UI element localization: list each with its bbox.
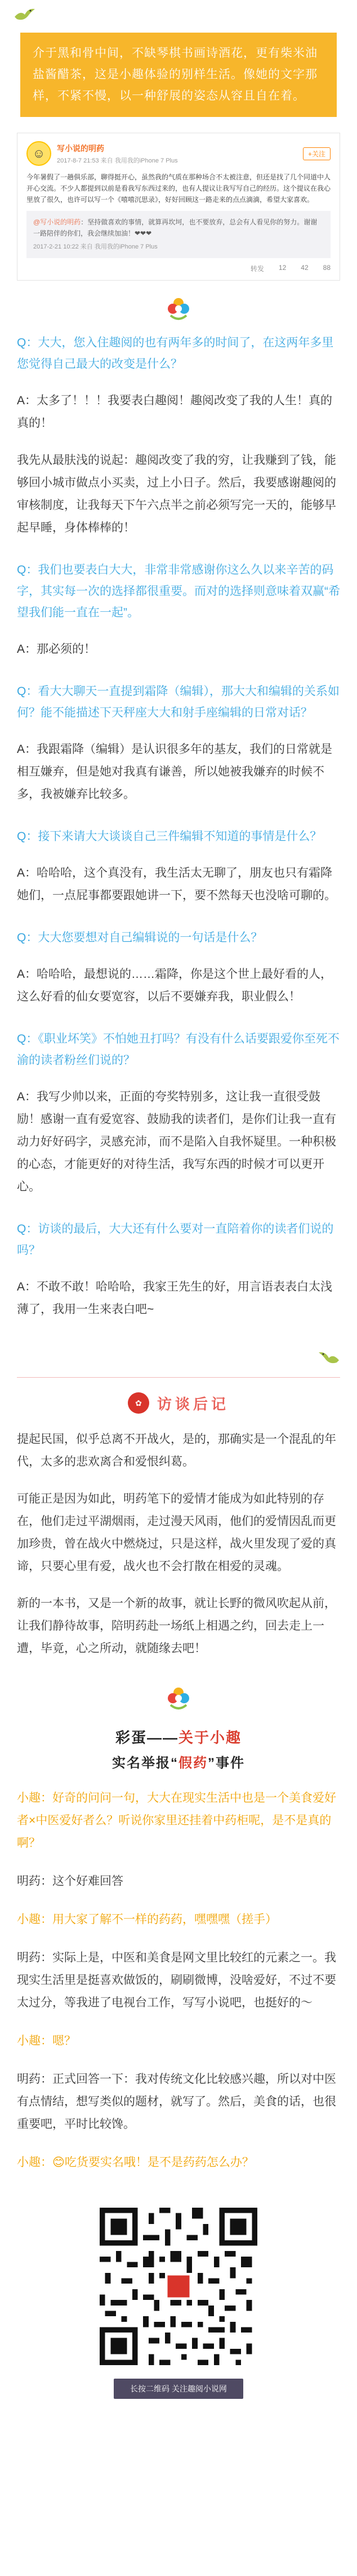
intro-section — [0, 0, 357, 117]
flower-icon — [163, 293, 194, 324]
answer: A：我跟霜降（编辑）是认识很多年的基友，我们的日常就是相互嫌弃，但是她对我真有谦善，所以她被我嫌弃的时候不多，我被嫌弃比较多。 — [17, 743, 333, 801]
weibo-header — [26, 141, 331, 166]
chat-line-mingyao: 明药：正式回答一下：我对传统文化比较感兴趣，所以对中医有点情结，想写类似的题材，就写了。然后，美食的话，也很重要吧，平时比较馋。 — [17, 2073, 336, 2131]
qr-section — [94, 2202, 263, 2399]
question: Q：看大大聊天一直提到霜降（编辑），那大大和编辑的关系如何？能不能描述下天秤座大大和射手座编辑的日常对话？ — [17, 685, 340, 719]
weibo-meta: 2017-8-7 21:53 来自 我用我的iPhone 7 Plus — [57, 157, 178, 164]
bird-icon — [14, 6, 36, 22]
question: Q：我们也要表白大大，非常非常感谢你这么久以来辛苦的码字，其实每一次的选择都很重要。而对的选择则意味着双赢“希望我们能一直在一起”。 — [17, 563, 340, 619]
answer: A：那必须的！ — [17, 643, 96, 656]
flower-icon — [163, 1682, 194, 1714]
chat-line-xiaoqu: 小趣：😊吃货要实名哦！是不是药药怎么办？ — [17, 2156, 254, 2169]
flower-divider-2 — [0, 1682, 357, 1714]
event-title-2: 实名举报“假药”事件 — [112, 1756, 245, 1771]
postscript-title: 访谈后记 — [157, 1395, 229, 1413]
follow-button[interactable]: +关注 — [303, 147, 331, 160]
event-title-1: 彩蛋——关于小趣 — [115, 1729, 242, 1746]
comment-count[interactable]: 42 — [301, 264, 309, 272]
repost-meta: 2017-2-21 10:22 来自 我用我的iPhone 7 Plus — [33, 243, 158, 250]
answer: A：不敢不敢！哈哈哈，我家王先生的好，用言语表表白太浅薄了，我用一生来表白吧~ — [17, 1280, 333, 1316]
qr-caption: 长按二维码 关注趣阅小说网 — [114, 2379, 243, 2399]
repost-text: 坚持做喜欢的事情，就算再坎坷，也不要放弃，总会有人看见你的努力。谢谢一路陪伴的你们，我会继续加油！❤❤❤ — [33, 218, 318, 237]
weibo-repost: @写小说的明药：坚持做喜欢的事情，就算再坎坷，也不要放弃，总会有人看见你的努力。谢谢一路陪伴的你们，我会继续加油！❤❤❤ 2017-2-21 10:22 来自 我用我的iPhone 7 Plus — [26, 211, 331, 258]
answer: A：哈哈哈，这个真没有，我生活太无聊了，朋友也只有霜降她们，一点屁事都要跟她讲一下，要不然每天也没啥可聊的。 — [17, 867, 336, 902]
chat-line-xiaoqu: 小趣：嗯？ — [17, 2034, 76, 2047]
answer: A：太多了！！！我要表白趣阅！趣阅改变了我的人生！真的真的！ — [17, 394, 333, 430]
bird-divider — [0, 1338, 357, 1377]
postscript-section — [0, 1428, 357, 1660]
flower-divider-1 — [0, 293, 357, 324]
postscript-header — [0, 1392, 357, 1414]
question: Q：访谈的最后，大大还有什么要对一直陪着你的读者们说的吗？ — [17, 1222, 334, 1257]
divider — [17, 1377, 340, 1378]
chat-line-mingyao: 明药：这个好难回答 — [17, 1875, 123, 1888]
question: Q：大大您要想对自己编辑说的一句话是什么？ — [17, 931, 263, 944]
seal-icon: ✿ — [128, 1392, 149, 1414]
answer: A：我写少帅以来，正面的夸奖特别多，这让我一直很受鼓励！感谢一直有爱宽容、鼓励我的读者们，是你们让我一直有动力好好码字，灵感充沛，而不是陷入自我怀疑里。一种积极的心态，才能更好的对待生活，我写东西的时候才可以更开心。 — [17, 1090, 336, 1193]
repost-button[interactable]: 转发 — [250, 265, 264, 273]
question: Q：《职业坏笑》不怕她丑打吗？有没有什么话要跟爱你至死不渝的读者粉丝们说的？ — [17, 1032, 340, 1067]
postscript-paragraph: 提起民国，似乎总离不开战火，是的，那确实是一个混乱的年代，太多的悲欢离合和爱恨纠葛。 — [17, 1433, 336, 1468]
postscript-paragraph: 新的一本书，又是一个新的故事，就让长野的微风吹起从前，让我们静待故事，陪明药赴一场纸上相遇之约，回去走上一遭，毕竟，心之所动，就随缘去吧！ — [17, 1597, 336, 1655]
intro-text: 介于黑和骨中间，不缺琴棋书画诗酒花，更有柴米油盐酱醋茶，这是小趣体验的别样生活。像她的文字那样，不紧不慢，以一种舒展的姿态从容且自在着。 — [20, 33, 337, 117]
answer: A：哈哈哈，最想说的……霜降，你是这个世上最好看的人，这么好看的仙女要宽容，以后不要嫌弃我，职业假么！ — [17, 968, 333, 1003]
weibo-actions — [26, 264, 331, 273]
chat-section — [0, 1787, 357, 2174]
bird-icon — [318, 1349, 340, 1366]
chat-line-xiaoqu: 小趣：用大家了解不一样的药药，嘿嘿嘿（搓手） — [17, 1913, 277, 1926]
repost-author[interactable]: @写小说的明药 — [33, 218, 81, 226]
chat-line-xiaoqu: 小趣：好奇的问问一句，大大在现实生活中也是一个美食爱好者×中医爱好者么？听说你家里还挂着中药柜呢，是不是真的啊？ — [17, 1792, 336, 1849]
weibo-card — [17, 133, 340, 281]
bottom-spacer — [0, 2399, 357, 2416]
like-count[interactable]: 88 — [323, 264, 331, 272]
weibo-text: 今年暑假了一趟俱乐部，聊得挺开心，虽然我的气质在那种场合不太被注意，但还是找了几个同道中人开心交流。不少人都提到以前是看我写东西过来的，也有人提议让我写写自己的经历。这个提议在我心里放了很久，也许可以写一个《嘻嘻沉思录》，好好回顾这一路走来的点点滴滴，希望大家喜欢。 — [26, 173, 331, 204]
share-count[interactable]: 12 — [278, 264, 287, 272]
qr-code-icon[interactable] — [94, 2202, 263, 2371]
question: Q：接下来请大大谈谈自己三件编辑不知道的事情是什么？ — [17, 830, 322, 843]
postscript-paragraph: 可能正是因为如此，明药笔下的爱情才能成为如此特别的存在，他们走过平湖烟雨，走过漫天风雨，他们的爱情因乱而更加珍贵，曾在战火中燃烧过，只是这样，战火里发现了爱的真谛，只要心里有爱，战火也不会打散在相爱的灵魂。 — [17, 1492, 336, 1573]
answer: 我先从最肤浅的说起：趣阅改变了我的穷，让我赚到了钱，能够回小城市做点小买卖，过上小日子。然后，我要感谢趣阅的审核制度，让我每天下午六点半之前必须写完一天的，能够早起早睡，身体棒棒的！ — [17, 454, 336, 534]
qa-section — [0, 332, 357, 1321]
question: Q：大大，您入住趣阅的也有两年多的时间了，在这两年多里您觉得自己最大的改变是什么？ — [17, 336, 334, 371]
event-banner — [0, 1726, 357, 1771]
avatar[interactable]: ☺ — [26, 141, 51, 166]
chat-line-mingyao: 明药：实际上是，中医和美食是网文里比较红的元素之一。我现实生活里是挺喜欢做饭的，刷刷微博，没啥爱好，不过不要太过分，等我进了电视台工作，写写小说吧，也挺好的～ — [17, 1951, 336, 2009]
weibo-author[interactable]: 写小说的明药 — [57, 143, 104, 153]
